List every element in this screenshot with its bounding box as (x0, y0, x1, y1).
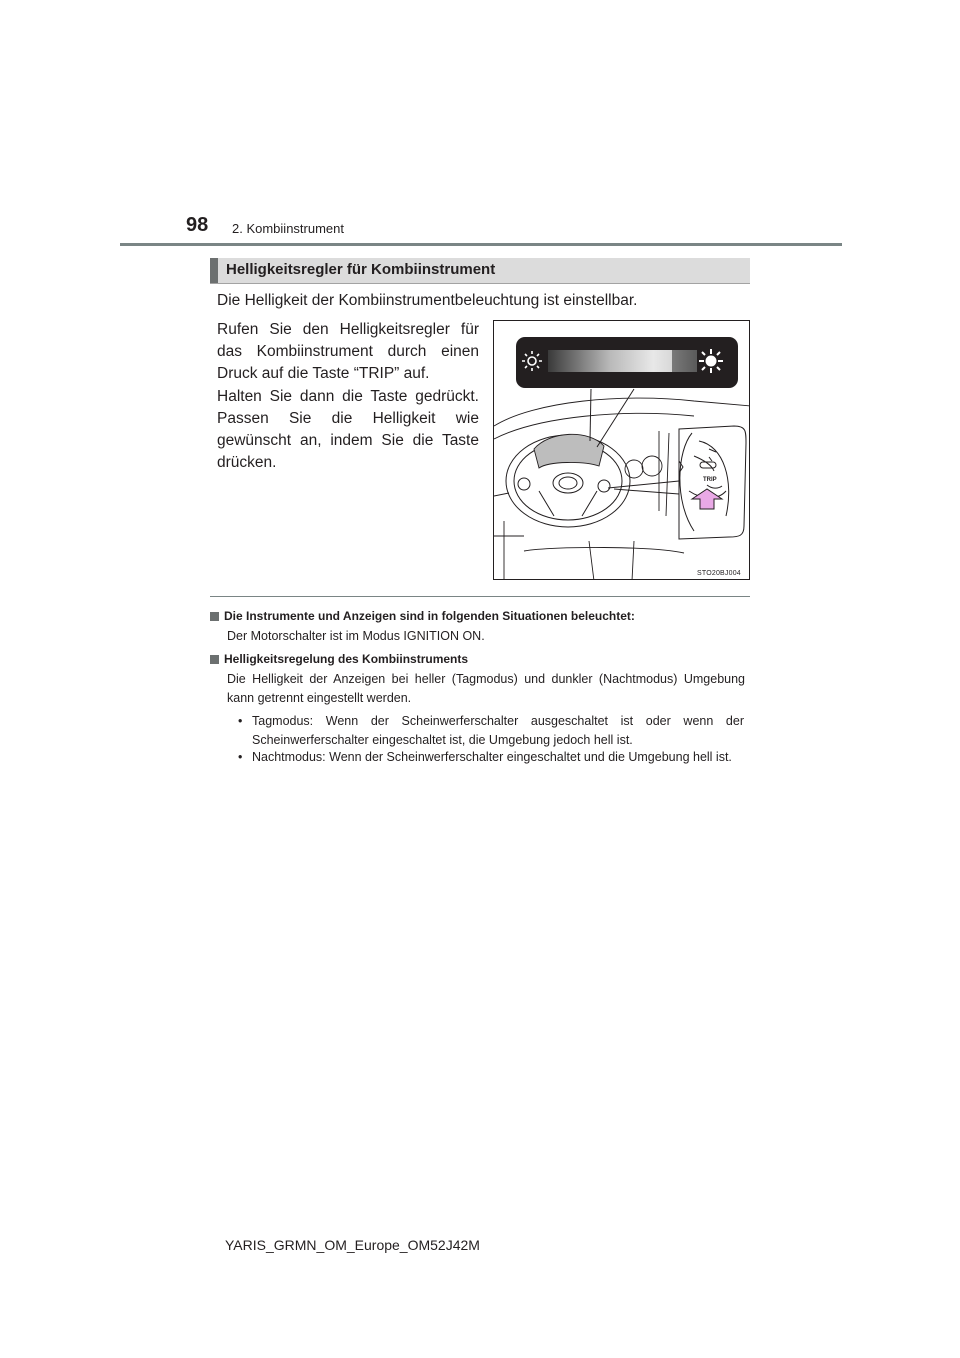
square-bullet-icon (210, 655, 219, 664)
instruction-paragraph-1: Rufen Sie den Helligkeitsregler für das Kombiinstrument durch einen Druck auf die Taste “TRIP” auf. (217, 321, 479, 382)
note-2-title-text: Helligkeitsregelung des Kombiinstruments (224, 652, 469, 666)
note-2-body: Die Helligkeit der Anzeigen bei heller (Tagmodus) und dunkler (Nachtmodus) Umgebung kann getrennt eingestellt werden. (227, 672, 745, 705)
intro-text: Die Helligkeit der Kombiinstrumentbeleuchtung ist einstellbar. (217, 292, 638, 309)
section-heading-text: Helligkeitsregler für Kombiinstrument (226, 261, 496, 278)
note-2-title (210, 652, 750, 666)
header-rule (120, 243, 842, 246)
bullet-dot: • (238, 750, 243, 764)
instruction-paragraph-2: Halten Sie dann die Taste gedrückt. Passen Sie die Helligkeit wie gewünscht an, indem Sie die Taste drücken. (217, 388, 479, 471)
section-separator (210, 596, 750, 597)
trip-button-label: TRIP (703, 477, 717, 483)
note-2-bullet-1-text: Tagmodus: Wenn der Scheinwerferschalter ausgeschaltet ist oder wenn der Scheinwerferschalter eingeschaltet ist, die Umgebung jedoch hell ist. (252, 714, 744, 747)
bullet-dot: • (238, 714, 243, 728)
dashboard-illustration (493, 320, 750, 580)
note-2-bullet-2-text: Nachtmodus: Wenn der Scheinwerferschalter eingeschaltet und die Umgebung hell ist. (252, 750, 732, 764)
note-1-title-text: Die Instrumente und Anzeigen sind in folgenden Situationen beleuchtet: (224, 609, 635, 623)
note-2-bullet-1 (238, 712, 744, 750)
square-bullet-icon (210, 612, 219, 621)
section-heading (210, 258, 750, 284)
section-heading-bar (210, 258, 218, 283)
chapter-title: 2. Kombiinstrument (232, 221, 344, 236)
dashboard-drawing (494, 321, 750, 580)
note-2-bullet-2 (238, 748, 744, 767)
note-1-title (210, 609, 750, 623)
footer-doc-id: YARIS_GRMN_OM_Europe_OM52J42M (225, 1237, 480, 1253)
note-1-body: Der Motorschalter ist im Modus IGNITION ON. (227, 629, 485, 643)
page-number: 98 (186, 214, 209, 236)
sun-bright-icon (699, 349, 723, 373)
figure-code: STO20BJ004 (697, 570, 741, 577)
